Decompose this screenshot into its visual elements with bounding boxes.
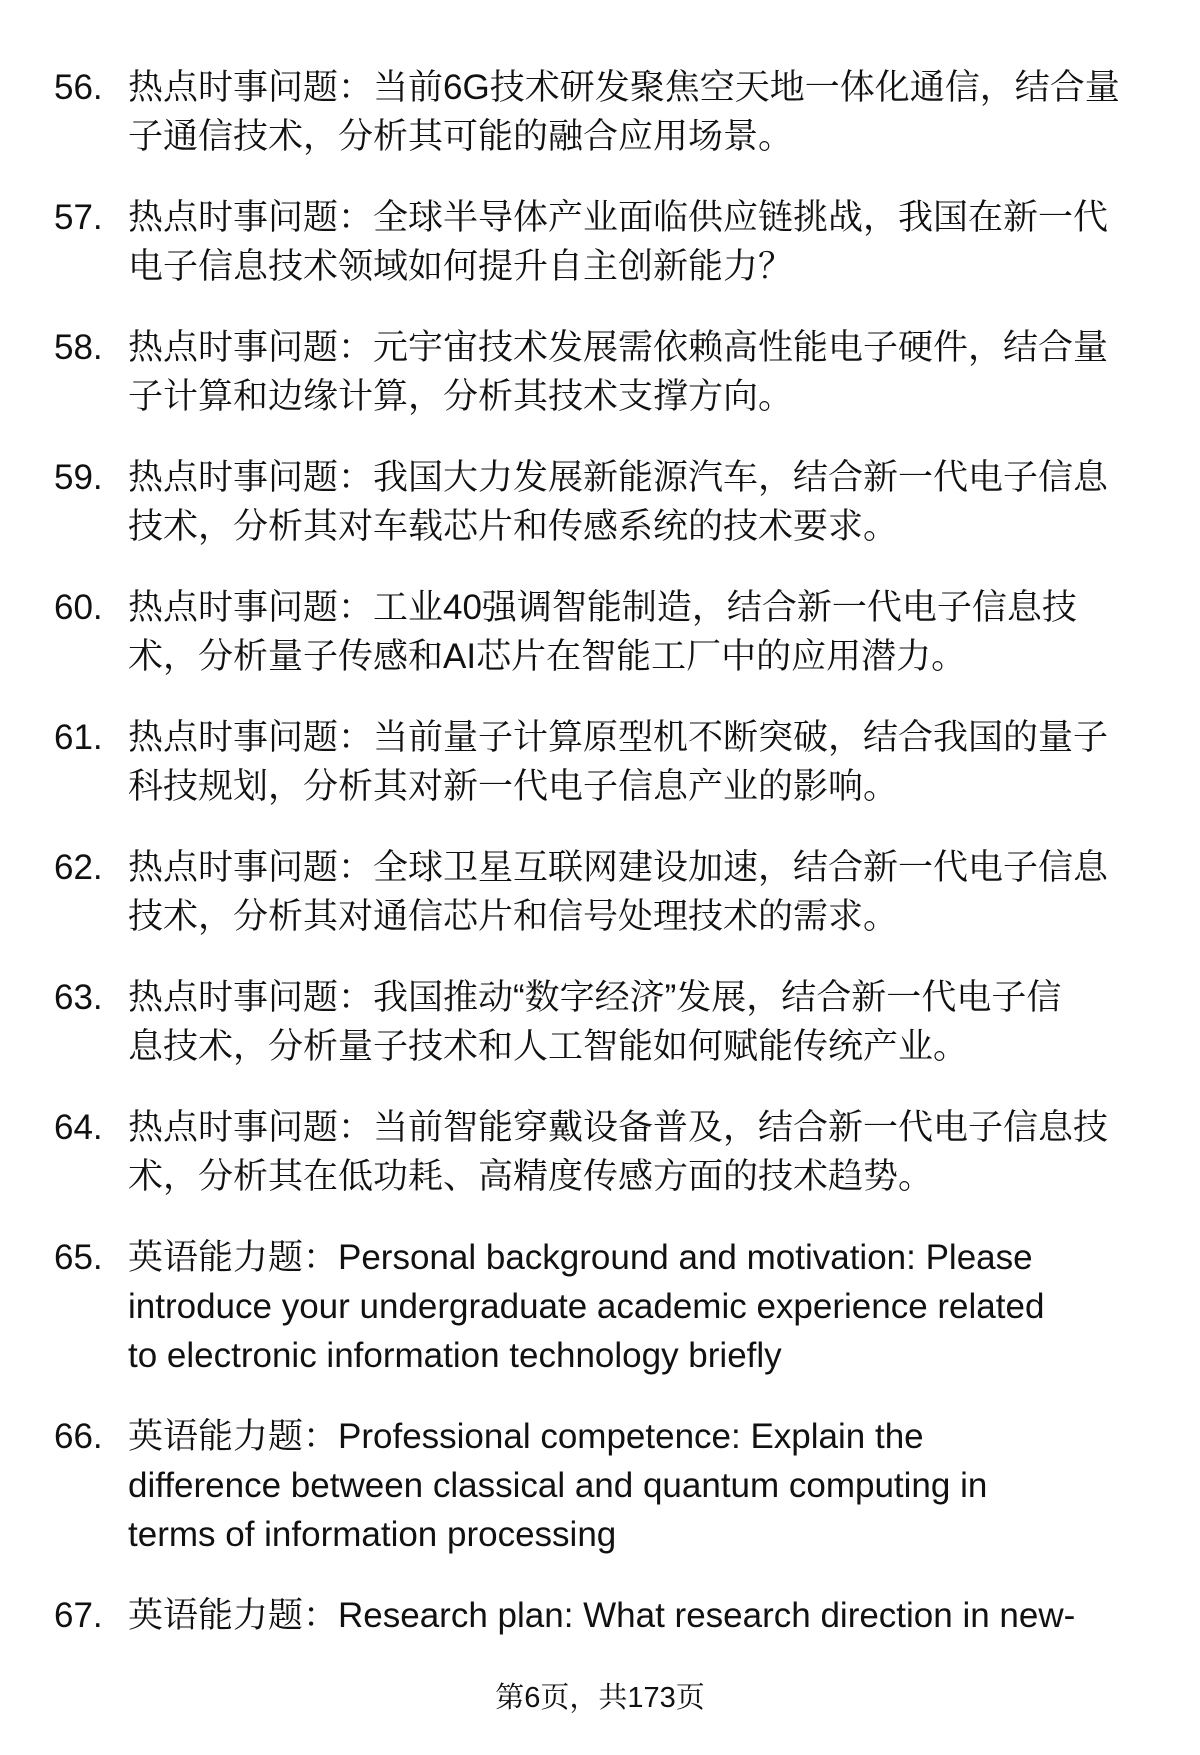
question-text-line: 息技术，分析量子技术和人工智能如何赋能传统产业。 — [128, 1027, 969, 1066]
question-item — [0, 713, 1200, 811]
question-text-line: 子通信技术，分析其可能的融合应用场景。 — [128, 117, 794, 156]
question-number: 63. — [54, 978, 103, 1017]
question-text — [128, 1233, 1200, 1380]
question-text-line: 英语能力题：Research plan: What research direction in new- — [128, 1596, 1076, 1635]
question-text — [128, 453, 1200, 551]
question-text — [128, 1103, 1200, 1201]
question-text-line: 热点时事问题：当前量子计算原型机不断突破，结合我国的量子 — [128, 718, 1109, 757]
question-text-line: terms of information processing — [128, 1515, 617, 1554]
question-item — [0, 843, 1200, 941]
question-text-line: 热点时事问题：当前智能穿戴设备普及，结合新一代电子信息技 — [128, 1108, 1109, 1147]
question-item — [0, 323, 1200, 421]
question-text — [128, 843, 1200, 941]
question-number: 67. — [54, 1596, 103, 1635]
question-text-line: 热点时事问题：我国推动“数字经济”发展，结合新一代电子信 — [128, 978, 1062, 1017]
question-text — [128, 323, 1200, 421]
question-text — [128, 713, 1200, 811]
question-number: 58. — [54, 328, 103, 367]
question-number: 59. — [54, 458, 103, 497]
question-item — [0, 63, 1200, 161]
question-text-line: 电子信息技术领域如何提升自主创新能力？ — [128, 247, 794, 286]
question-text-line: 热点时事问题：我国大力发展新能源汽车，结合新一代电子信息 — [128, 458, 1109, 497]
question-number: 66. — [54, 1417, 103, 1456]
question-text-line: 热点时事问题：当前6G技术研发聚焦空天地一体化通信，结合量 — [128, 68, 1120, 107]
question-number: 56. — [54, 68, 103, 107]
question-number: 60. — [54, 588, 103, 627]
question-text-line: 技术，分析其对通信芯片和信号处理技术的需求。 — [128, 897, 899, 936]
question-item — [0, 583, 1200, 681]
question-text-line: 术，分析量子传感和AI芯片在智能工厂中的应用潜力。 — [128, 637, 967, 676]
question-text-line: introduce your undergraduate academic experience related — [128, 1287, 1045, 1326]
question-text-line: 热点时事问题：全球卫星互联网建设加速，结合新一代电子信息 — [128, 848, 1109, 887]
question-item — [0, 1412, 1200, 1559]
question-item — [0, 193, 1200, 291]
question-number: 65. — [54, 1238, 103, 1277]
question-number: 62. — [54, 848, 103, 887]
question-text — [128, 973, 1200, 1071]
question-text — [128, 63, 1200, 161]
question-number: 57. — [54, 198, 103, 237]
question-text-line: 英语能力题：Personal background and motivation: Please — [128, 1238, 1033, 1277]
question-number: 64. — [54, 1108, 103, 1147]
question-item — [0, 1103, 1200, 1201]
question-item — [0, 1591, 1200, 1640]
question-text-line: 热点时事问题：全球半导体产业面临供应链挑战，我国在新一代 — [128, 198, 1109, 237]
question-text — [128, 1412, 1200, 1559]
question-text-line: difference between classical and quantum computing in — [128, 1466, 988, 1505]
question-item — [0, 973, 1200, 1071]
question-text-line: to electronic information technology briefly — [128, 1336, 782, 1375]
question-text — [128, 193, 1200, 291]
question-text-line: 技术，分析其对车载芯片和传感系统的技术要求。 — [128, 507, 899, 546]
question-list — [0, 63, 1200, 1672]
question-number: 61. — [54, 718, 103, 757]
question-text-line: 热点时事问题：工业40强调智能制造，结合新一代电子信息技 — [128, 588, 1077, 627]
question-text-line: 术，分析其在低功耗、高精度传感方面的技术趋势。 — [128, 1157, 934, 1196]
question-text — [128, 583, 1200, 681]
question-text-line: 英语能力题：Professional competence: Explain the — [128, 1417, 924, 1456]
question-item — [0, 1233, 1200, 1380]
question-text-line: 科技规划，分析其对新一代电子信息产业的影响。 — [128, 767, 899, 806]
question-text-line: 热点时事问题：元宇宙技术发展需依赖高性能电子硬件，结合量 — [128, 328, 1109, 367]
page-number: 第6页，共173页 — [495, 1682, 705, 1714]
question-text-line: 子计算和边缘计算，分析其技术支撑方向。 — [128, 377, 794, 416]
question-text — [128, 1591, 1200, 1640]
question-item — [0, 453, 1200, 551]
